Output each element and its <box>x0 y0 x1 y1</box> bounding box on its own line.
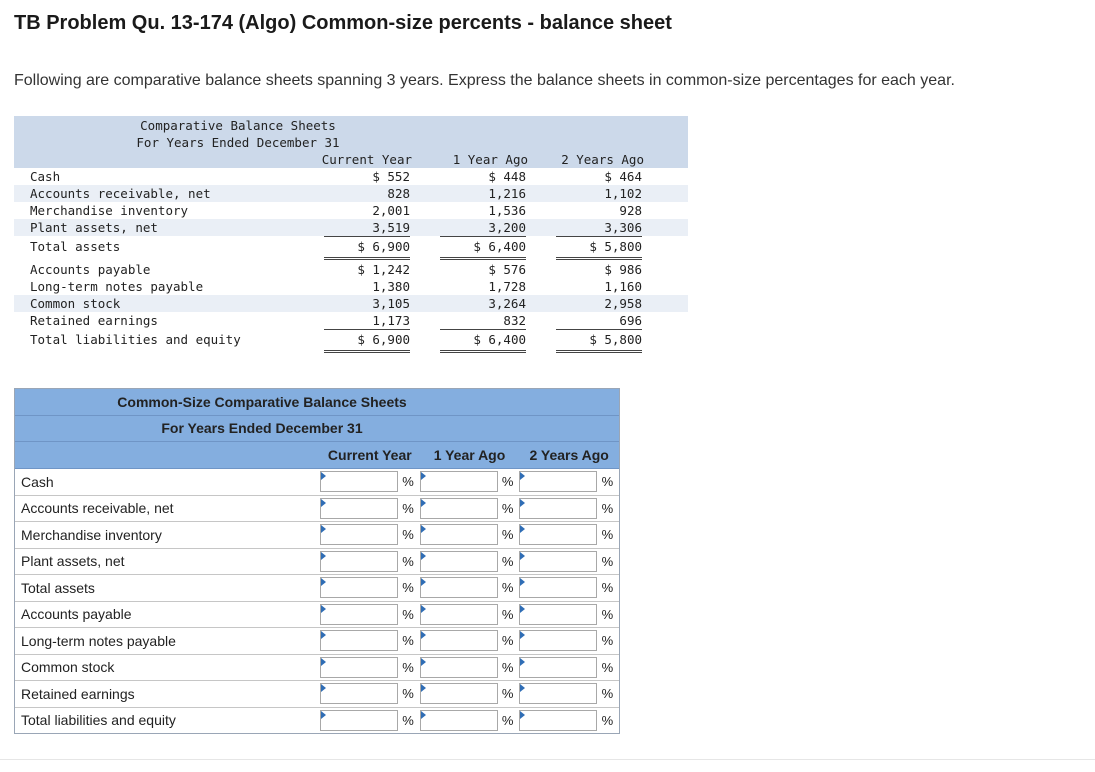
answer-row-label: Long-term notes payable <box>21 632 176 649</box>
given-row <box>14 168 688 185</box>
input-flag-icon <box>520 631 525 639</box>
given-value-1-year-ago-cell <box>412 185 528 202</box>
answer-row <box>15 549 619 576</box>
percent-symbol: % <box>501 553 514 569</box>
given-value-2-years-ago-cell <box>528 261 644 278</box>
given-value-2-years-ago: 2,958 <box>604 296 642 311</box>
given-value-current-year-cell <box>248 278 412 295</box>
given-row <box>14 261 688 278</box>
given-balance-sheet <box>14 116 688 351</box>
percent-input-1-year-ago[interactable] <box>420 551 498 572</box>
percent-symbol: % <box>601 580 614 596</box>
input-flag-icon <box>421 711 426 719</box>
answer-cell-current-year <box>320 628 420 654</box>
answer-cell-2-years-ago <box>519 681 619 707</box>
percent-input-1-year-ago[interactable] <box>420 657 498 678</box>
percent-symbol: % <box>501 606 514 622</box>
given-value-2-years-ago: 928 <box>619 203 642 218</box>
answer-cell-2-years-ago <box>519 655 619 681</box>
answer-cell-current-year <box>320 602 420 628</box>
answer-row <box>15 628 619 655</box>
input-flag-icon <box>321 631 326 639</box>
given-value-1-year-ago-cell <box>412 312 528 329</box>
given-row <box>14 202 688 219</box>
given-value-1-year-ago: 3,264 <box>488 296 526 311</box>
answer-row <box>15 708 619 734</box>
common-size-answer-grid <box>14 388 620 734</box>
percent-input-2-years-ago[interactable] <box>519 657 597 678</box>
given-value-2-years-ago-cell <box>528 236 644 258</box>
given-rows <box>14 168 688 351</box>
answer-rows <box>15 469 619 733</box>
given-value-2-years-ago: $ 464 <box>604 169 642 184</box>
given-col-1-year-ago: 1 Year Ago <box>452 152 528 167</box>
answer-cell-2-years-ago <box>519 522 619 548</box>
given-row-label: Plant assets, net <box>30 220 158 235</box>
given-value-1-year-ago: $ 576 <box>488 262 526 277</box>
percent-input-1-year-ago[interactable] <box>420 498 498 519</box>
percent-symbol: % <box>501 580 514 596</box>
percent-input-current-year[interactable] <box>320 577 398 598</box>
answer-cell-2-years-ago <box>519 602 619 628</box>
percent-input-1-year-ago[interactable] <box>420 710 498 731</box>
answer-row-label: Accounts receivable, net <box>21 500 174 517</box>
percent-symbol: % <box>402 553 414 569</box>
input-flag-icon <box>421 631 426 639</box>
given-value-current-year-cell <box>248 202 412 219</box>
percent-input-1-year-ago[interactable] <box>420 577 498 598</box>
percent-input-2-years-ago[interactable] <box>519 524 597 545</box>
given-value-current-year: 3,519 <box>372 220 410 235</box>
percent-symbol: % <box>402 686 414 702</box>
instructions-text: Following are comparative balance sheets spanning 3 years. Express the balance sheets in common-size percentages for each year. <box>14 72 955 89</box>
percent-symbol: % <box>601 606 614 622</box>
given-value-current-year-cell <box>248 312 412 329</box>
percent-symbol: % <box>402 474 414 490</box>
percent-symbol: % <box>601 527 614 543</box>
given-value-1-year-ago: 832 <box>503 313 526 328</box>
percent-input-current-year[interactable] <box>320 498 398 519</box>
input-flag-icon <box>520 472 525 480</box>
given-value-current-year: 2,001 <box>372 203 410 218</box>
given-value-2-years-ago-cell <box>528 295 644 312</box>
answer-row <box>15 522 619 549</box>
given-value-current-year-cell <box>248 168 412 185</box>
given-heading-title: Comparative Balance Sheets <box>140 118 336 133</box>
percent-symbol: % <box>601 633 614 649</box>
answer-row <box>15 469 619 496</box>
answer-cell-1-year-ago <box>420 708 520 734</box>
input-flag-icon <box>321 578 326 586</box>
given-value-current-year: $ 6,900 <box>324 236 410 260</box>
given-value-current-year-cell <box>248 236 412 258</box>
input-flag-icon <box>321 684 326 692</box>
input-flag-icon <box>520 578 525 586</box>
answer-row <box>15 655 619 682</box>
percent-symbol: % <box>501 686 514 702</box>
percent-symbol: % <box>402 500 414 516</box>
input-flag-icon <box>421 552 426 560</box>
given-value-2-years-ago-cell <box>528 202 644 219</box>
answer-cell-2-years-ago <box>519 708 619 734</box>
percent-input-current-year[interactable] <box>320 604 398 625</box>
answer-cell-current-year <box>320 469 420 495</box>
input-flag-icon <box>421 472 426 480</box>
given-value-1-year-ago: 1,216 <box>488 186 526 201</box>
given-row <box>14 312 688 329</box>
answer-cell-1-year-ago <box>420 575 520 601</box>
given-value-1-year-ago: $ 6,400 <box>440 236 526 260</box>
footer-divider <box>0 759 1095 760</box>
answer-cell-2-years-ago <box>519 469 619 495</box>
given-value-current-year-cell <box>248 295 412 312</box>
percent-symbol: % <box>501 500 514 516</box>
given-value-2-years-ago-cell <box>528 278 644 295</box>
given-value-2-years-ago: 1,102 <box>604 186 642 201</box>
percent-input-1-year-ago[interactable] <box>420 524 498 545</box>
answer-row-label: Total assets <box>21 579 95 596</box>
percent-input-current-year[interactable] <box>320 551 398 572</box>
given-value-current-year-cell <box>248 329 412 351</box>
percent-symbol: % <box>402 659 414 675</box>
given-value-current-year: $ 552 <box>372 169 410 184</box>
answer-cell-current-year <box>320 655 420 681</box>
given-row-label: Common stock <box>30 296 121 311</box>
percent-input-2-years-ago[interactable] <box>519 683 597 704</box>
input-flag-icon <box>520 552 525 560</box>
percent-input-2-years-ago[interactable] <box>519 604 597 625</box>
given-row-label: Long-term notes payable <box>30 279 204 294</box>
percent-symbol: % <box>501 633 514 649</box>
percent-input-1-year-ago[interactable] <box>420 630 498 651</box>
given-value-current-year: 3,105 <box>372 296 410 311</box>
given-value-2-years-ago-cell <box>528 168 644 185</box>
given-value-current-year: $ 6,900 <box>324 329 410 353</box>
answer-row <box>15 496 619 523</box>
given-value-1-year-ago: $ 448 <box>488 169 526 184</box>
answer-cell-1-year-ago <box>420 655 520 681</box>
given-value-1-year-ago-cell <box>412 219 528 236</box>
answer-row-label: Total liabilities and equity <box>21 712 176 729</box>
given-row <box>14 236 688 258</box>
percent-input-current-year[interactable] <box>320 471 398 492</box>
percent-input-current-year[interactable] <box>320 683 398 704</box>
given-row-label: Retained earnings <box>30 313 158 328</box>
percent-symbol: % <box>601 712 614 728</box>
percent-input-2-years-ago[interactable] <box>519 710 597 731</box>
answer-col-current-year: Current Year <box>327 447 412 463</box>
answer-cell-1-year-ago <box>420 549 520 575</box>
given-row <box>14 329 688 351</box>
answer-period: For Years Ended December 31 <box>15 416 619 442</box>
percent-input-1-year-ago[interactable] <box>420 683 498 704</box>
given-value-current-year-cell <box>248 219 412 236</box>
percent-input-2-years-ago[interactable] <box>519 551 597 572</box>
given-row-label: Merchandise inventory <box>30 203 189 218</box>
given-row <box>14 295 688 312</box>
page-title: TB Problem Qu. 13-174 (Algo) Common-size percents - balance sheet <box>14 12 672 34</box>
given-value-1-year-ago-cell <box>412 168 528 185</box>
answer-row-label: Common stock <box>21 659 115 676</box>
answer-row <box>15 602 619 629</box>
percent-symbol: % <box>501 712 514 728</box>
percent-input-2-years-ago[interactable] <box>519 498 597 519</box>
answer-row-label: Retained earnings <box>21 685 135 702</box>
answer-cell-2-years-ago <box>519 549 619 575</box>
percent-symbol: % <box>501 659 514 675</box>
given-row-label: Total liabilities and equity <box>30 332 241 347</box>
answer-cell-2-years-ago <box>519 628 619 654</box>
input-flag-icon <box>321 472 326 480</box>
given-row-label: Accounts payable <box>30 262 151 277</box>
answer-row-label: Merchandise inventory <box>21 526 162 543</box>
input-flag-icon <box>421 658 426 666</box>
input-flag-icon <box>321 525 326 533</box>
given-value-2-years-ago: $ 986 <box>604 262 642 277</box>
input-flag-icon <box>421 499 426 507</box>
answer-row-label: Plant assets, net <box>21 553 125 570</box>
input-flag-icon <box>520 658 525 666</box>
answer-column-headers <box>15 442 619 469</box>
given-value-1-year-ago-cell <box>412 329 528 351</box>
percent-input-2-years-ago[interactable] <box>519 577 597 598</box>
answer-row-label: Accounts payable <box>21 606 132 623</box>
given-col-2-years-ago: 2 Years Ago <box>561 152 644 167</box>
answer-cell-1-year-ago <box>420 496 520 522</box>
answer-cell-current-year <box>320 575 420 601</box>
given-row <box>14 278 688 295</box>
percent-symbol: % <box>402 633 414 649</box>
answer-row <box>15 681 619 708</box>
percent-input-current-year[interactable] <box>320 630 398 651</box>
answer-col-1-year-ago: 1 Year Ago <box>433 447 506 463</box>
given-row <box>14 185 688 202</box>
percent-input-2-years-ago[interactable] <box>519 630 597 651</box>
percent-symbol: % <box>402 606 414 622</box>
given-value-2-years-ago: 3,306 <box>604 220 642 235</box>
input-flag-icon <box>321 711 326 719</box>
given-value-1-year-ago-cell <box>412 202 528 219</box>
given-value-2-years-ago-cell <box>528 329 644 351</box>
input-flag-icon <box>321 552 326 560</box>
percent-input-current-year[interactable] <box>320 710 398 731</box>
answer-row <box>15 575 619 602</box>
given-value-2-years-ago-cell <box>528 185 644 202</box>
percent-symbol: % <box>601 474 614 490</box>
given-row-label: Cash <box>30 169 61 184</box>
given-value-1-year-ago: 1,536 <box>488 203 526 218</box>
given-value-current-year-cell <box>248 261 412 278</box>
percent-input-current-year[interactable] <box>320 657 398 678</box>
percent-symbol: % <box>402 527 414 543</box>
given-value-1-year-ago-cell <box>412 236 528 258</box>
given-value-2-years-ago-cell <box>528 312 644 329</box>
percent-symbol: % <box>601 500 614 516</box>
given-row-label: Total assets <box>30 239 121 254</box>
answer-cell-current-year <box>320 681 420 707</box>
input-flag-icon <box>520 605 525 613</box>
answer-title: Common-Size Comparative Balance Sheets <box>15 389 619 416</box>
input-flag-icon <box>520 711 525 719</box>
given-value-1-year-ago-cell <box>412 278 528 295</box>
given-value-1-year-ago: $ 6,400 <box>440 329 526 353</box>
percent-symbol: % <box>501 527 514 543</box>
given-value-1-year-ago: 1,728 <box>488 279 526 294</box>
given-value-1-year-ago: 3,200 <box>488 220 526 235</box>
answer-cell-1-year-ago <box>420 681 520 707</box>
input-flag-icon <box>421 578 426 586</box>
given-header <box>14 116 688 168</box>
answer-row-label: Cash <box>21 473 54 490</box>
given-value-1-year-ago-cell <box>412 261 528 278</box>
percent-symbol: % <box>402 712 414 728</box>
input-flag-icon <box>321 605 326 613</box>
answer-cell-1-year-ago <box>420 469 520 495</box>
percent-input-2-years-ago[interactable] <box>519 471 597 492</box>
answer-col-2-years-ago: 2 Years Ago <box>529 447 609 463</box>
percent-symbol: % <box>501 474 514 490</box>
given-value-2-years-ago: $ 5,800 <box>556 329 642 353</box>
given-value-current-year: 1,173 <box>372 313 410 328</box>
answer-cell-current-year <box>320 522 420 548</box>
answer-cell-1-year-ago <box>420 522 520 548</box>
input-flag-icon <box>321 499 326 507</box>
percent-input-1-year-ago[interactable] <box>420 471 498 492</box>
input-flag-icon <box>421 605 426 613</box>
given-value-current-year-cell <box>248 185 412 202</box>
given-value-current-year: 828 <box>387 186 410 201</box>
input-flag-icon <box>520 499 525 507</box>
given-column-headers <box>14 151 688 168</box>
given-value-2-years-ago: 1,160 <box>604 279 642 294</box>
input-flag-icon <box>421 684 426 692</box>
given-value-2-years-ago: 696 <box>619 313 642 328</box>
answer-cell-current-year <box>320 708 420 734</box>
given-value-2-years-ago: $ 5,800 <box>556 236 642 260</box>
input-flag-icon <box>421 525 426 533</box>
percent-symbol: % <box>601 553 614 569</box>
given-value-2-years-ago-cell <box>528 219 644 236</box>
input-flag-icon <box>520 525 525 533</box>
answer-cell-current-year <box>320 496 420 522</box>
given-heading-period: For Years Ended December 31 <box>136 135 340 150</box>
answer-cell-2-years-ago <box>519 575 619 601</box>
given-value-1-year-ago-cell <box>412 295 528 312</box>
given-row <box>14 219 688 236</box>
given-col-current-year: Current Year <box>321 152 412 167</box>
answer-cell-1-year-ago <box>420 628 520 654</box>
answer-cell-1-year-ago <box>420 602 520 628</box>
percent-input-current-year[interactable] <box>320 524 398 545</box>
input-flag-icon <box>321 658 326 666</box>
percent-input-1-year-ago[interactable] <box>420 604 498 625</box>
percent-symbol: % <box>402 580 414 596</box>
answer-cell-current-year <box>320 549 420 575</box>
given-value-current-year: 1,380 <box>372 279 410 294</box>
percent-symbol: % <box>601 686 614 702</box>
given-value-current-year: $ 1,242 <box>357 262 410 277</box>
given-row-label: Accounts receivable, net <box>30 186 211 201</box>
answer-cell-2-years-ago <box>519 496 619 522</box>
input-flag-icon <box>520 684 525 692</box>
percent-symbol: % <box>601 659 614 675</box>
